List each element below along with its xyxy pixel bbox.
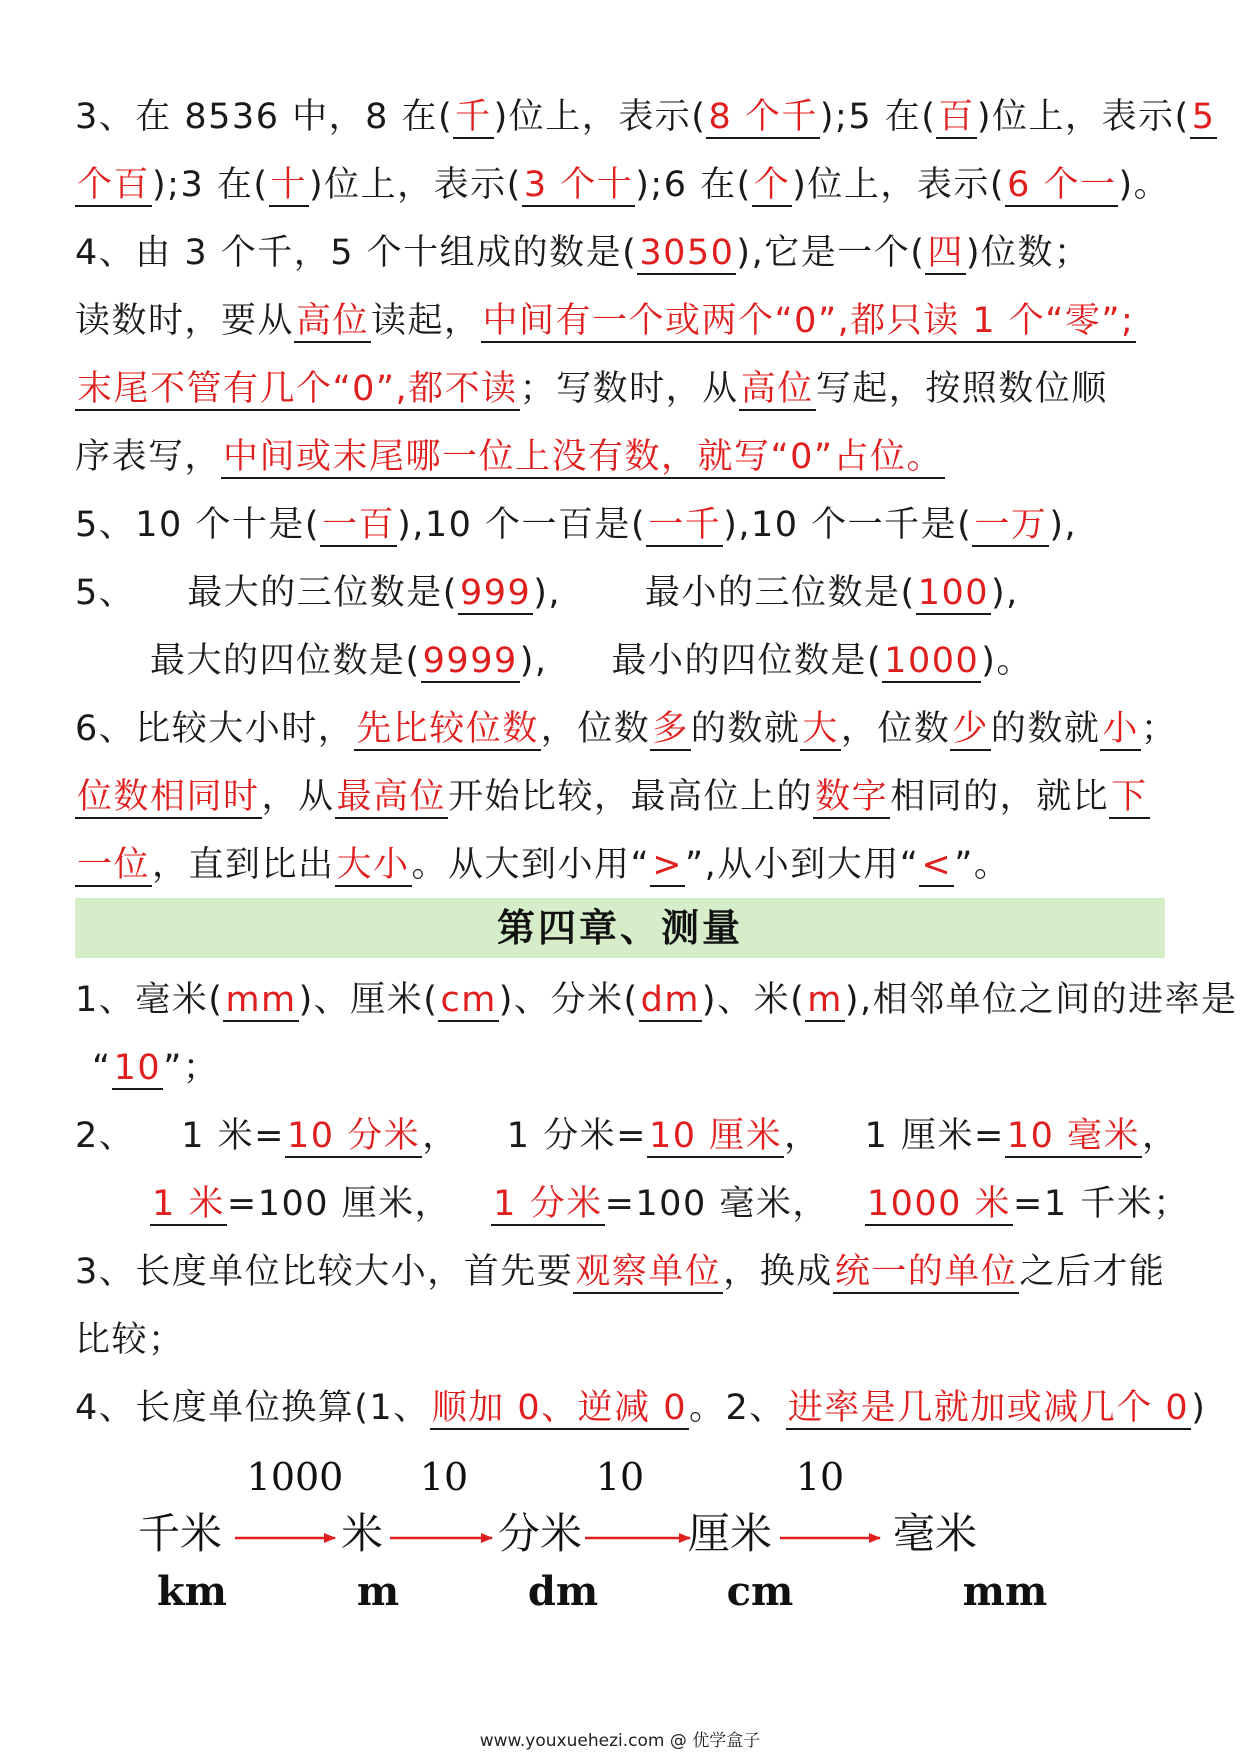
m1-answer: m [807,980,843,1020]
q6-answer: 下 [1111,777,1148,817]
m4-line [75,1383,1206,1433]
m4-text: ) [1191,1388,1207,1428]
q5a-text: 5、10 个十是( [75,505,321,545]
q3-answer: 十 [270,165,308,205]
q5a-text: ),10 个一千是( [723,505,973,545]
q4-line-3 [75,364,1108,414]
q3-line-2 [75,160,1170,210]
m2-answer: 10 毫米 [1006,1116,1141,1156]
footer-watermark: www.youxuehezi.com @ 优学盒子 [479,1731,761,1751]
q4-answer: 中间有一个或两个“0”,都只读 1 个“零”; [482,301,1135,341]
m2-answer: 1000 米 [866,1184,1012,1224]
q4-text: ；写数时，从 [519,369,739,409]
m2-line-1 [75,1111,1179,1161]
m4-answer: 进率是几就加或减几个 0 [787,1388,1190,1428]
m1-text: )、厘米( [298,980,439,1020]
m1-text: )、分米( [498,980,639,1020]
q5b-text: 最小的四位数是( [611,641,883,681]
q6-answer: 多 [652,709,689,749]
q5b-line-1 [75,568,1019,618]
m3-answer: 观察单位 [575,1252,722,1292]
m3-text: 3、长度单位比较大小，首先要 [75,1252,574,1292]
m4-text: 。2、 [689,1388,786,1428]
q4-text: 读起， [371,301,481,341]
q6-line-3 [75,840,1010,890]
m2-answer: 10 厘米 [648,1116,783,1156]
q6-answer: < [921,845,953,885]
unit-name-label: 千米 [137,1509,223,1558]
q3-answer: 8 个千 [708,97,818,137]
m2-text: =100 厘米， [226,1184,452,1224]
q6-answer: 大小 [336,845,410,885]
m2-line-2 [150,1179,1190,1229]
q4-text: ),它是一个( [736,233,926,273]
q6-text: 的数就 [690,709,801,749]
q6-text: ”,从小到大用“ [685,845,920,885]
m2-text: 2、 [75,1116,136,1156]
q4-text: 写起，按照数位顺 [815,369,1108,409]
q6-answer: 数字 [815,777,889,817]
q6-text: 开始比较，最高位上的 [448,777,814,817]
m1-text: ),相邻单位之间的进率是 [844,980,1238,1020]
q5b-text: ), [533,573,562,613]
q4-answer: 高位 [740,369,814,409]
q3-answer: 个 [753,165,791,205]
m1-answer: mm [225,980,297,1020]
chapter-title: 第四章、测量 [75,898,1165,958]
m1-line-1 [75,975,1238,1025]
unit-abbr-label: m [356,1568,400,1615]
q6-line-2 [75,772,1150,822]
q5b-text: 5、 [75,573,136,613]
q5a-text: ),10 个一百是( [397,505,647,545]
m1-answer: cm [440,980,497,1020]
m2-text: ， [1142,1116,1179,1156]
q6-text: ，从 [261,777,335,817]
q5b-answer: 1000 [884,641,980,681]
q5b-text: )。 [981,641,1033,681]
q6-answer: 小 [1102,709,1139,749]
conversion-rate-label: 10 [795,1455,845,1499]
unit-abbr-label: mm [962,1568,1048,1615]
q3-answer: 5 [1191,97,1216,137]
q4-line-1 [75,228,1091,278]
q6-text: 的数就 [990,709,1101,749]
q5b-answer: 9999 [422,641,518,681]
m2-answer: 1 分米 [493,1184,603,1224]
unit-abbr-label: cm [726,1568,794,1615]
conversion-rate-label: 1000 [246,1455,344,1499]
q5a-answer: 一百 [322,505,396,545]
m1-text: 1、毫米( [75,980,224,1020]
q4-answer: 高位 [296,301,370,341]
m2-text: ， [422,1116,459,1156]
m2-text: ， [784,1116,821,1156]
q6-line-1 [75,704,1177,754]
q5b-text: ), [991,573,1019,613]
unit-name-label: 米 [340,1509,384,1558]
m3-text: ，换成 [723,1252,833,1292]
m2-text: 1 厘米= [864,1116,1005,1156]
q6-answer: 一位 [77,845,151,885]
unit-name-label: 毫米 [892,1509,978,1558]
m3-line-1 [75,1247,1165,1297]
q4-answer: 中间或末尾哪一位上没有数，就写“0”占位。 [223,437,944,477]
q5a-line [75,500,1077,550]
q4-line-2 [75,296,1136,346]
m2-text: 1 米= [181,1116,286,1156]
m4-answer: 顺加 0、逆减 0 [431,1388,687,1428]
m1-answer: 10 [113,1048,162,1088]
m2-answer: 10 分米 [287,1116,421,1156]
m2-text: 1 分米= [506,1116,647,1156]
q4-answer: 3050 [639,233,735,273]
q3-text: )位上，表示( [976,97,1190,137]
q4-text: 4、由 3 个千，5 个十组成的数是( [75,233,638,273]
m2-text: =1 千米； [1013,1184,1190,1224]
m1-text: “ [92,1048,112,1088]
m3-text: 比较； [75,1320,185,1360]
q4-text: )位数； [965,233,1091,273]
q5a-answer: 一千 [648,505,722,545]
q6-text: 。从大到小用“ [411,845,651,885]
unit-conversion-diagram [0,1440,1240,1630]
q3-text: );5 在( [819,97,937,137]
q3-text: )。 [1118,165,1171,205]
q5b-answer: 100 [917,573,989,613]
q6-text: ，位数 [540,709,651,749]
q6-text: 6、比较大小时， [75,709,355,749]
m1-text: ”； [163,1048,220,1088]
q6-answer: 位数相同时 [77,777,260,817]
m3-text: 之后才能 [1019,1252,1166,1292]
q5b-text: 最大的四位数是( [150,641,421,681]
q6-text: ”。 [954,845,1011,885]
m2-answer: 1 米 [152,1184,225,1224]
q5b-text: ), [519,641,548,681]
q6-text: ，位数 [840,709,951,749]
m1-text: )、米( [701,980,806,1020]
m3-line-2 [75,1315,185,1365]
m1-line-2 [92,1043,219,1093]
q3-text: )位上，表示( [792,165,1006,205]
q5a-answer: 一万 [974,505,1048,545]
q6-text: 相同的，就比 [890,777,1110,817]
q3-line-1 [75,92,1217,142]
unit-name-label: 分米 [497,1509,583,1558]
q3-text: );3 在( [152,165,269,205]
q6-answer: 少 [952,709,989,749]
q5a-text: ), [1049,505,1078,545]
q3-answer: 3 个十 [523,165,634,205]
q4-answer: 四 [927,233,964,273]
conversion-rate-label: 10 [595,1455,645,1499]
q3-answer: 6 个一 [1007,165,1117,205]
q4-line-4 [75,432,945,482]
q3-answer: 千 [455,97,492,137]
unit-abbr-label: dm [527,1568,599,1615]
q6-answer: 大 [802,709,839,749]
q5b-text: 最小的三位数是( [645,573,916,613]
m1-answer: dm [640,980,700,1020]
q4-answer: 末尾不管有几个“0”,都不读 [77,369,518,409]
q5b-text: 最大的三位数是( [187,573,458,613]
q3-text: );6 在( [635,165,752,205]
q4-text: 序表写， [75,437,222,477]
m3-answer: 统一的单位 [834,1252,1018,1292]
m4-text: 4、长度单位换算(1、 [75,1388,430,1428]
q6-text: ； [1140,709,1178,749]
q3-answer: 百 [938,97,975,137]
conversion-rate-label: 10 [419,1455,469,1499]
q3-answer: 个百 [77,165,151,205]
q3-text: )位上，表示( [309,165,522,205]
q3-text: 3、在 8536 中，8 在( [75,97,454,137]
q6-answer: 先比较位数 [356,709,539,749]
q4-text: 读数时，要从 [75,301,295,341]
q6-answer: > [652,845,684,885]
m2-text: =100 毫米， [604,1184,829,1224]
q6-text: ，直到比出 [152,845,335,885]
q5b-answer: 999 [459,573,532,613]
unit-abbr-label: km [156,1568,228,1615]
unit-name-label: 厘米 [687,1509,773,1558]
q3-text: )位上，表示( [493,97,707,137]
q6-answer: 最高位 [336,777,447,817]
q5b-line-2 [150,636,1033,686]
